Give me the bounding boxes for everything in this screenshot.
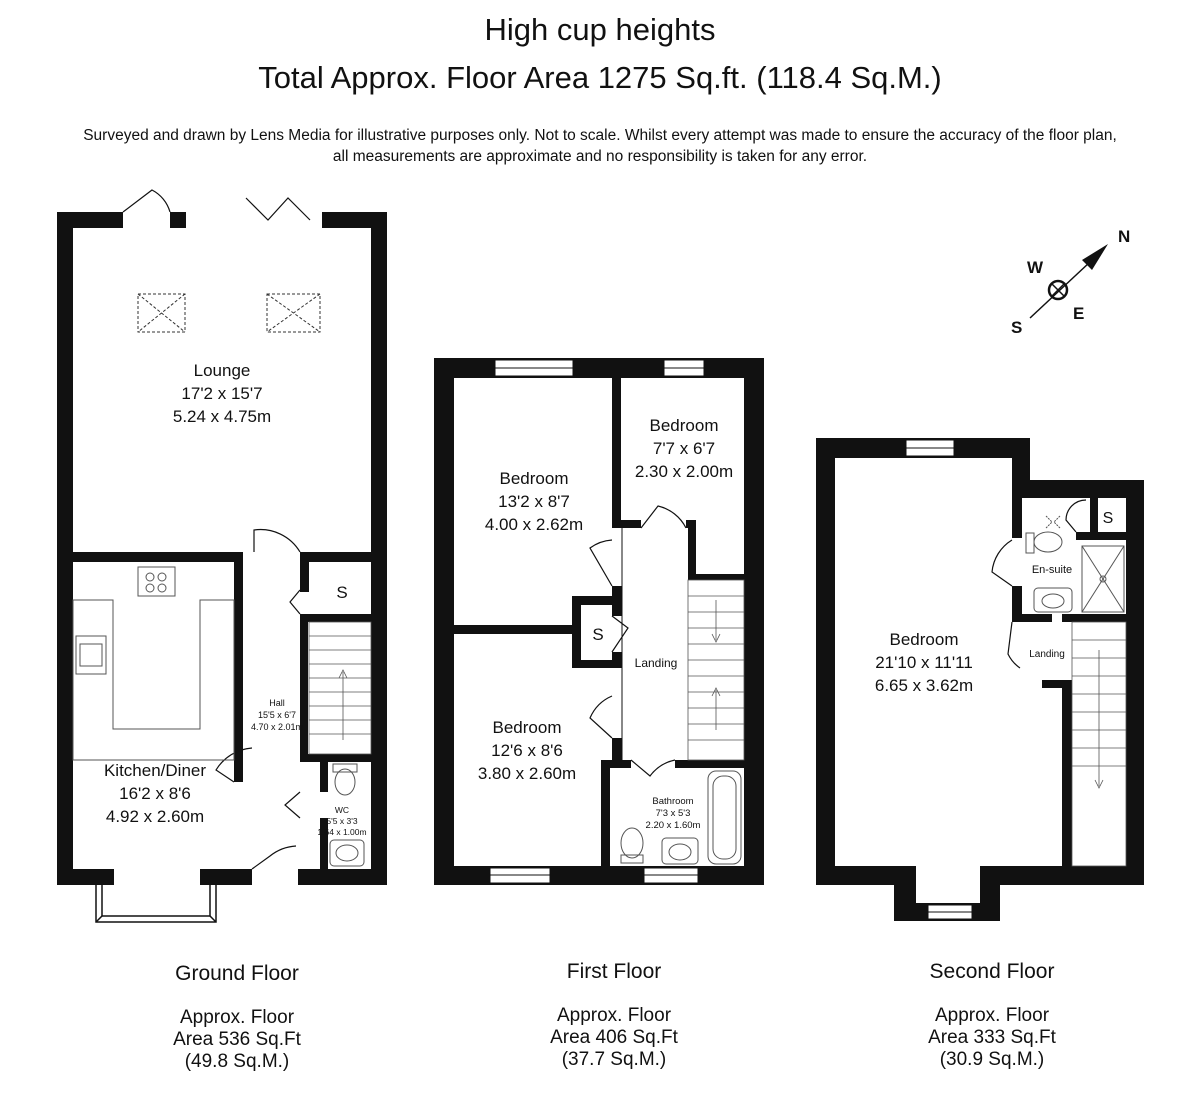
kitchen-name: Kitchen/Diner	[103, 761, 207, 780]
disclaimer-line-1: Surveyed and drawn by Lens Media for illustrative purposes only. Not to scale. Whilst every attempt was made to ensure the accuracy of the floor plan,	[83, 127, 1117, 144]
sf-landing-label: Landing	[1029, 649, 1065, 660]
second-floor-walls	[816, 438, 1144, 921]
bathroom-name: Bathroom	[652, 796, 694, 807]
hall-metric: 4.70 x 2.01m	[250, 722, 304, 732]
wc-imperial: 5'5 x 3'3	[326, 816, 358, 826]
ff-bed2-name: Bedroom	[649, 416, 719, 435]
second-floor-name: Second Floor	[929, 960, 1055, 983]
ff-landing-label: Landing	[634, 656, 678, 670]
ff-bed2-metric: 2.30 x 2.00m	[634, 462, 734, 481]
second-floor-stairs	[1072, 622, 1126, 866]
room-second-bedroom	[875, 630, 973, 695]
kitchen-fixtures	[73, 567, 234, 760]
first-floor-area-line3: (37.7 Sq.M.)	[561, 1049, 667, 1070]
first-floor-plan	[434, 358, 764, 885]
compass-e: E	[1073, 304, 1085, 323]
ground-floor-stairs	[309, 622, 371, 754]
compass-rose	[1011, 227, 1130, 337]
second-floor-area	[842, 1005, 1142, 1071]
lounge-imperial: 17'2 x 15'7	[181, 384, 263, 403]
first-floor-area-line1: Approx. Floor	[556, 1005, 672, 1026]
skylights	[138, 294, 320, 332]
wc-name: WC	[334, 805, 350, 815]
sf-store-label: S	[1102, 510, 1114, 527]
sf-bed-imperial: 21'10 x 11'11	[875, 653, 973, 672]
hall-name: Hall	[269, 698, 285, 708]
bay-window	[96, 885, 216, 922]
room-bedroom-1	[485, 469, 583, 534]
ground-floor-walls	[57, 212, 387, 885]
second-floor-area-line2: Area 333 Sq.Ft	[928, 1027, 1056, 1048]
hall-imperial: 15'5 x 6'7	[258, 710, 296, 720]
ground-floor-plan	[57, 190, 387, 922]
first-floor-doors	[590, 506, 686, 776]
plan-title: High cup heights	[484, 12, 716, 47]
ff-bed3-imperial: 12'6 x 8'6	[491, 741, 563, 760]
compass-s: S	[1011, 318, 1023, 337]
ground-floor-area	[87, 1007, 387, 1073]
first-floor-area-line2: Area 406 Sq.Ft	[550, 1027, 678, 1048]
ff-bed3-metric: 3.80 x 2.60m	[477, 764, 577, 783]
ff-store-label: S	[592, 625, 604, 644]
ground-store-label: S	[336, 583, 348, 602]
room-lounge	[173, 361, 271, 426]
ff-bed1-imperial: 13'2 x 8'7	[498, 492, 570, 511]
bathroom-metric: 2.20 x 1.60m	[645, 820, 701, 831]
kitchen-metric: 4.92 x 2.60m	[105, 807, 205, 826]
sf-bed-name: Bedroom	[889, 630, 959, 649]
first-floor-area	[464, 1005, 764, 1071]
first-floor-name: First Floor	[566, 960, 662, 983]
first-floor-stairs	[688, 580, 744, 760]
second-floor-plan	[816, 438, 1144, 921]
room-bedroom-2	[635, 416, 733, 481]
compass-n: N	[1118, 227, 1131, 246]
total-floor-area: Total Approx. Floor Area 1275 Sq.ft. (118.4 Sq.M.)	[258, 60, 942, 95]
ground-floor-area-line2: Area 536 Sq.Ft	[173, 1029, 301, 1050]
bathroom-imperial: 7'3 x 5'3	[655, 808, 691, 819]
ff-bed1-name: Bedroom	[499, 469, 569, 488]
room-bedroom-3	[478, 718, 576, 783]
lounge-metric: 5.24 x 4.75m	[172, 407, 272, 426]
room-bathroom	[646, 796, 701, 831]
sf-bed-metric: 6.65 x 3.62m	[874, 676, 974, 695]
ff-bed1-metric: 4.00 x 2.62m	[484, 515, 584, 534]
wc-fixtures	[330, 764, 364, 866]
lounge-name: Lounge	[193, 361, 251, 380]
ground-floor-name: Ground Floor	[175, 962, 299, 985]
ground-floor-label	[87, 962, 387, 1073]
ensuite-label: En-suite	[1031, 564, 1073, 576]
first-floor-walls	[434, 358, 764, 885]
room-kitchen-diner	[104, 761, 206, 826]
ff-bed2-imperial: 7'7 x 6'7	[652, 439, 716, 458]
compass-w: W	[1027, 258, 1044, 277]
ff-bed3-name: Bedroom	[492, 718, 562, 737]
first-floor-label	[464, 960, 764, 1071]
second-floor-area-line1: Approx. Floor	[934, 1005, 1050, 1026]
disclaimer-line-2: all measurements are approximate and no responsibility is taken for any error.	[332, 148, 868, 165]
wc-metric: 1.64 x 1.00m	[317, 827, 367, 837]
kitchen-imperial: 16'2 x 8'6	[119, 784, 191, 803]
ground-floor-area-line3: (49.8 Sq.M.)	[184, 1051, 290, 1072]
ground-floor-area-line1: Approx. Floor	[179, 1007, 295, 1028]
second-floor-label	[842, 960, 1142, 1071]
room-hall	[251, 698, 303, 732]
second-floor-area-line3: (30.9 Sq.M.)	[939, 1049, 1045, 1070]
